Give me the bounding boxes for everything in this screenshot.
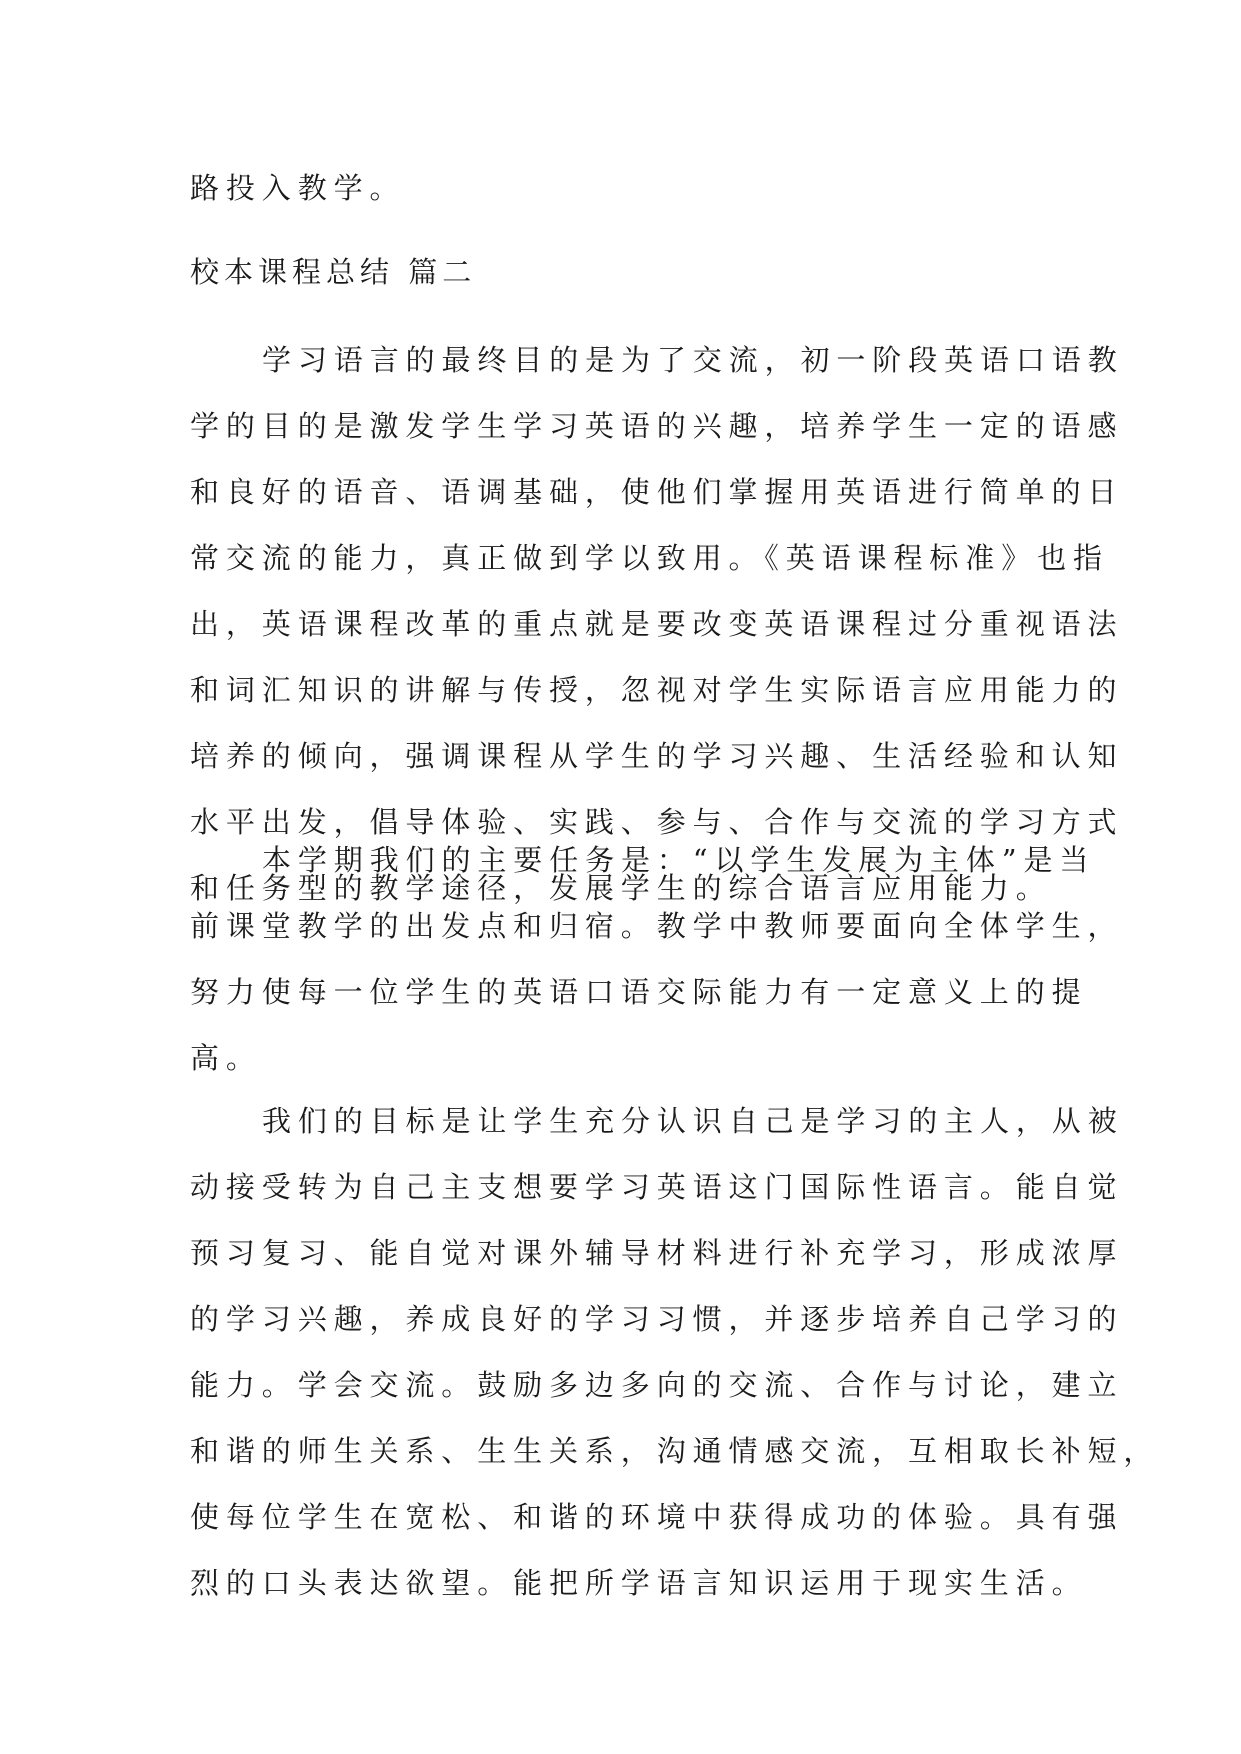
text-line: 水平出发，倡导体验、实践、参与、合作与交流的学习方式	[190, 805, 1124, 839]
text-line: 能力。学会交流。鼓励多边多向的交流、合作与讨论，建立	[190, 1368, 1124, 1402]
text-line: 前课堂教学的出发点和归宿。教学中教师要面向全体学生，	[190, 909, 1124, 943]
text-line: 和良好的语音、语调基础，使他们掌握用英语进行简单的日	[190, 475, 1124, 509]
paragraph-3	[190, 1088, 1160, 1616]
text-line: 本学期我们的主要任务是：“以学生发展为主体”是当	[262, 843, 1096, 877]
text-line: 出，英语课程改革的重点就是要改变英语课程过分重视语法	[190, 607, 1124, 641]
text-line: 学习语言的最终目的是为了交流，初一阶段英语口语教	[262, 343, 1124, 377]
text-line: 常交流的能力，真正做到学以致用。《英语课程标准》也指	[190, 541, 1109, 575]
paragraph-2	[190, 827, 1124, 1091]
text-line: 和任务型的教学途径，发展学生的综合语言应用能力。	[190, 871, 1052, 905]
text-line: 烈的口头表达欲望。能把所学语言知识运用于现实生活。	[190, 1566, 1088, 1600]
text-line: 和词汇知识的讲解与传授，忽视对学生实际语言应用能力的	[190, 673, 1124, 707]
text-line: 和谐的师生关系、生生关系，沟通情感交流，互相取长补短，	[190, 1434, 1160, 1468]
text-line: 学的目的是激发学生学习英语的兴趣，培养学生一定的语感	[190, 409, 1124, 443]
text-line: 努力使每一位学生的英语口语交际能力有一定意义上的提	[190, 975, 1088, 1009]
text-line: 高。	[190, 1041, 262, 1075]
continuation-text	[190, 155, 405, 221]
section-heading: 校本课程总结 篇二	[190, 255, 477, 289]
text-line: 动接受转为自己主支想要学习英语这门国际性语言。能自觉	[190, 1170, 1124, 1204]
text-line: 我们的目标是让学生充分认识自己是学习的主人，从被	[262, 1104, 1124, 1138]
text-line: 的学习兴趣，养成良好的学习习惯，并逐步培养自己学习的	[190, 1302, 1124, 1336]
text-line: 预习复习、能自觉对课外辅导材料进行补充学习，形成浓厚	[190, 1236, 1124, 1270]
text-line: 使每位学生在宽松、和谐的环境中获得成功的体验。具有强	[190, 1500, 1124, 1534]
text-line: 路投入教学。	[190, 171, 406, 205]
text-line: 培养的倾向，强调课程从学生的学习兴趣、生活经验和认知	[190, 739, 1124, 773]
